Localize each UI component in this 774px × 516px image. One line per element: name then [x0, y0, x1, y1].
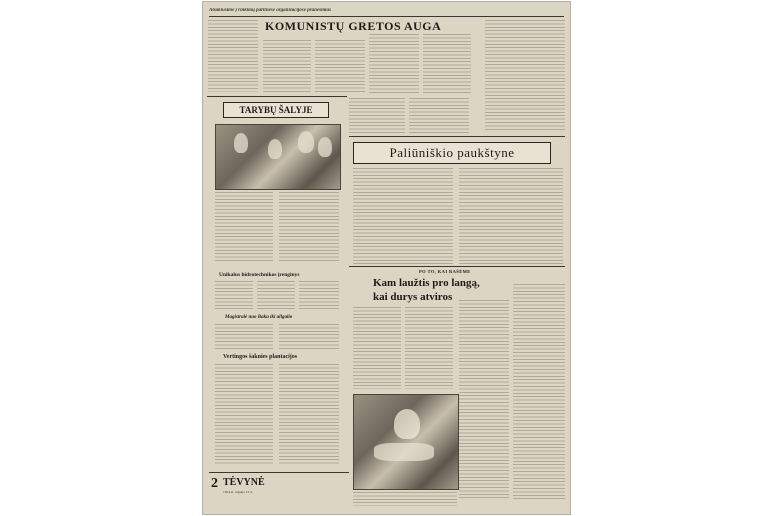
magistrale-section-title: Magistralė nuo Baku iki allgalio: [225, 315, 293, 320]
article-headline-line1: Kam laužtis pro langą,: [373, 277, 480, 289]
article-headline-line2: kai durys atviros: [373, 291, 453, 303]
footer-rule: [209, 472, 349, 473]
newspaper-page: [203, 2, 570, 514]
photo-caption-left: [215, 192, 273, 262]
worker-figure-1: [234, 133, 248, 153]
right-top-column-text: [485, 20, 565, 132]
middle-column-text-a: [349, 98, 405, 134]
paukstyne-title: Paliūniškio paukštyne: [353, 142, 551, 164]
footer-paper-name: TĖVYNĖ: [223, 477, 265, 488]
man-with-rifle-photo: [353, 394, 459, 490]
worker-figure-2: [268, 139, 282, 159]
hydro-text-3: [299, 281, 339, 311]
article-text-3: [459, 300, 509, 500]
main-headline: KOMUNISTŲ GRETOS AUGA: [265, 19, 442, 33]
top-rule: [209, 16, 564, 17]
saknys-section-title: Vertingos šaknies plantacijos: [223, 354, 298, 360]
footer-page-number: 2: [211, 476, 218, 491]
saknys-text-2: [279, 364, 339, 464]
feature-box-border-top: [349, 136, 565, 137]
top-banner-kicker: Atsakiusime į rinkimų partinėse organizacijose pranešimus: [209, 8, 332, 13]
middle-column-text-b: [409, 98, 469, 134]
article-text-1: [353, 307, 401, 389]
article-kicker: PO TO, KAI RAŠĖME: [419, 269, 471, 274]
saknys-text-1: [215, 364, 273, 464]
left-box-border-top: [207, 96, 347, 97]
third-column-text: [315, 40, 365, 92]
fifth-column-text: [423, 34, 471, 94]
article-text-4: [513, 284, 565, 500]
workers-photo: [215, 124, 341, 190]
magistrale-text-2: [279, 324, 339, 350]
paukstyne-text-2: [459, 168, 563, 264]
man-face: [394, 409, 420, 439]
tarybu-saljie-title: TARYBŲ ŠALYJE: [223, 102, 329, 118]
paukstyne-text-1: [353, 168, 453, 264]
left-column-text: [208, 20, 258, 92]
worker-figure-3: [298, 131, 314, 153]
photo-caption-right: [279, 192, 339, 262]
article-text-2: [405, 307, 453, 389]
footer-issue-note: 1954 m. rugsėjo 23 d.: [223, 491, 253, 494]
second-column-text: [263, 40, 311, 92]
bottom-caption-text: [353, 492, 457, 506]
hydro-text-1: [215, 281, 253, 311]
fourth-column-text: [369, 34, 419, 94]
article-rule-top: [349, 266, 565, 267]
worker-figure-4: [318, 137, 332, 157]
magistrale-text-1: [215, 324, 273, 350]
hydro-section-title: Unikalus hidrotechnikos įrenginys: [219, 272, 300, 278]
man-hands: [374, 443, 434, 461]
hydro-text-2: [257, 281, 295, 311]
